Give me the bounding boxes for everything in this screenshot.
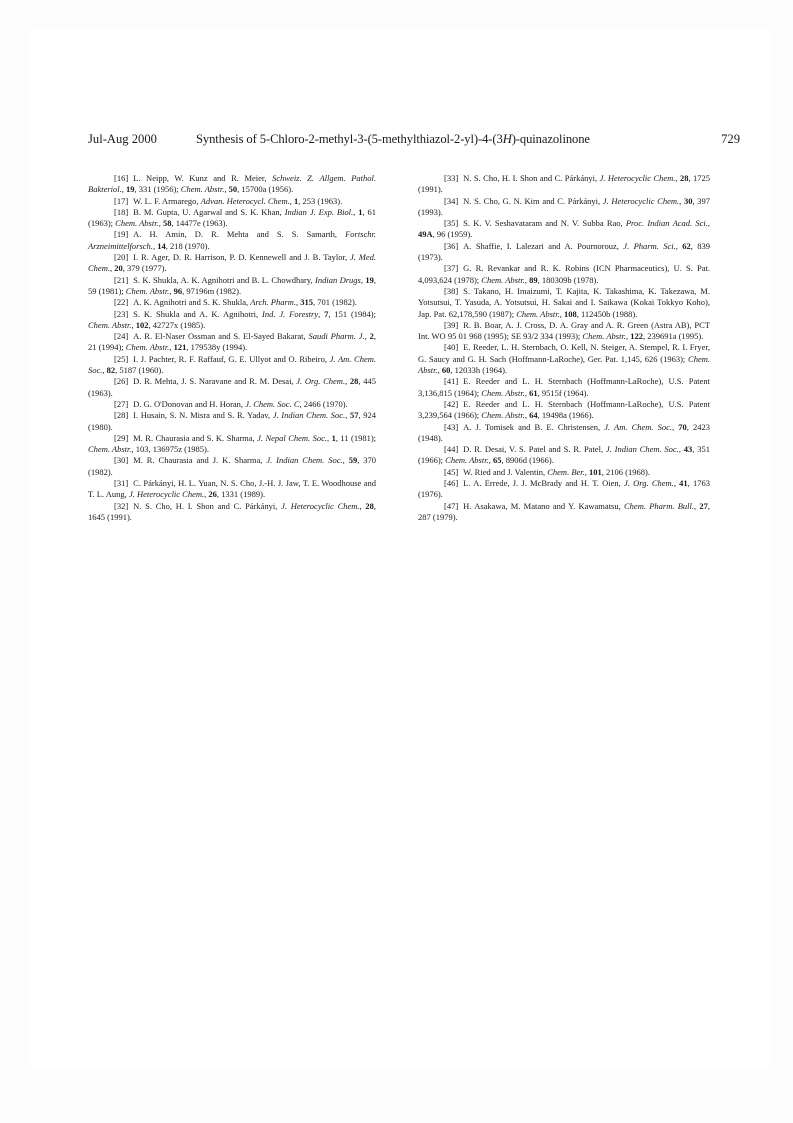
- references-column-left: [88, 173, 376, 523]
- reference-item: [88, 433, 376, 456]
- reference-item: [418, 467, 710, 478]
- reference-text: N. S. Cho, H. I. Shon and C. Párkányi, J. Heterocyclic Chem., 28, 1645 (1991).: [88, 500, 376, 522]
- reference-text: E. Reeder and L. H. Sternbach (Hoffmann-LaRoche), U.S. Patent 3,136,815 (1964); Chem. Abstr., 61, 9515f (1964).: [418, 376, 710, 398]
- reference-text: H. Asakawa, M. Matano and Y. Kawamatsu, Chem. Pharm. Bull., 27, 287 (1979).: [418, 500, 710, 522]
- reference-item: [88, 297, 376, 308]
- reference-text: A. H. Amin, D. R. Mehta and S. S. Samarth, Fortschr. Arzneimittelforsch., 14, 218 (1970).: [88, 229, 376, 251]
- reference-number: [38]: [444, 285, 459, 296]
- reference-item: [418, 173, 710, 196]
- reference-number: [46]: [444, 478, 459, 489]
- reference-text: M. R. Chaurasia and J. K. Sharma, J. Indian Chem. Soc., 59, 370 (1982).: [88, 455, 377, 477]
- reference-item: [88, 376, 376, 399]
- reference-number: [42]: [444, 398, 459, 409]
- reference-number: [18]: [114, 206, 129, 217]
- reference-number: [19]: [114, 229, 129, 240]
- reference-number: [26]: [114, 376, 129, 387]
- reference-number: [21]: [114, 274, 129, 285]
- reference-number: [23]: [114, 308, 129, 319]
- reference-text: A. R. El-Naser Ossman and S. El-Sayed Bakarat, Saudi Pharm. J., 2, 21 (1994); Chem. Abstr., 121, 179538y (1994).: [88, 331, 377, 353]
- reference-number: [33]: [444, 173, 459, 183]
- reference-item: [418, 286, 710, 320]
- reference-number: [22]: [114, 297, 129, 308]
- reference-text: R. B. Boar, A. J. Cross, D. A. Gray and A. R. Green (Astra AB), PCT Int. WO 95 01 968 (1995); SE 93/2 334 (1993); Chem. Abstr., 122, 239691a (1995).: [418, 319, 710, 342]
- reference-number: [43]: [444, 421, 459, 432]
- reference-text: M. R. Chaurasia and S. K. Sharma, J. Nepal Chem. Soc., 1, 11 (1981); Chem. Abstr., 103, 136975z (1985).: [88, 432, 377, 455]
- reference-text: I. R. Ager, D. R. Harrison, P. D. Kennewell and J. B. Taylor, J. Med. Chem., 20, 379 (1977).: [88, 252, 376, 274]
- reference-text: E. Reeder and L. H. Sternbach (Hoffmann-LaRoche), U.S. Patent 3,239,564 (1966); Chem. Abstr., 64, 19498a (1966).: [418, 398, 710, 421]
- reference-number: [37]: [444, 263, 459, 274]
- reference-text: D. R. Mehta, J. S. Naravane and R. M. Desai, J. Org. Chem., 28, 445 (1963).: [88, 376, 377, 398]
- reference-text: L. Neipp, W. Kunz and R. Meier, Schweiz. Z. Allgem. Pathol. Bakteriol., 19, 331 (1956); Chem. Abstr., 50, 15700a (1956).: [88, 173, 376, 195]
- reference-text: G. R. Revankar and R. K. Robins (ICN Pharmaceutics), U. S. Pat. 4,093,624 (1978); Chem. Abstr., 89, 180309b (1978).: [418, 263, 710, 285]
- reference-number: [36]: [444, 240, 459, 251]
- reference-text: D. R. Desai, V. S. Patel and S. R. Patel, J. Indian Chem. Soc., 43, 351 (1966); Chem. Abstr., 65, 8906d (1966).: [418, 444, 710, 466]
- reference-item: [88, 399, 376, 410]
- reference-item: [418, 218, 710, 241]
- reference-item: [88, 229, 376, 252]
- reference-number: [41]: [444, 376, 459, 387]
- reference-text: I. J. Pachter, R. F. Raffauf, G. E. Ullyot and O. Ribeiro, J. Am. Chem. Soc., 82, 5187 (1960).: [88, 353, 377, 376]
- reference-item: [88, 354, 376, 377]
- reference-item: [88, 331, 376, 354]
- reference-text: S. K. V. Seshavataram and N. V. Subba Rao, Proc. Indian Acad. Sci., 49A, 96 (1959).: [418, 218, 710, 240]
- page-number: 729: [721, 132, 740, 146]
- reference-number: [40]: [444, 342, 459, 353]
- journal-issue: Jul-Aug 2000: [88, 132, 157, 146]
- reference-item: [88, 410, 376, 433]
- reference-item: [418, 196, 710, 219]
- reference-number: [20]: [114, 252, 129, 263]
- reference-item: [88, 196, 376, 207]
- reference-item: [418, 263, 710, 286]
- reference-number: [24]: [114, 331, 129, 342]
- reference-text: S. K. Shukla, A. K. Agnihotri and B. L. Chowdhary, Indian Drugs, 19, 59 (1981); Chem. Abstr., 96, 97196m (1982).: [88, 274, 376, 296]
- reference-text: I. Husain, S. N. Misra and S. R. Yadav, J. Indian Chem. Soc., 57, 924 (1980).: [88, 410, 377, 432]
- reference-text: E. Reeder, L. H. Sternbach, O. Kell, N. Steiger, A. Stempel, R. I. Fryer, G. Saucy and G. H. Sach (Hoffmann-LaRoche), Ger. Pat. 1,145, 626 (1963); Chem. Abstr., 60, 12033h (1964).: [418, 342, 710, 376]
- reference-item: [88, 207, 376, 230]
- reference-number: [17]: [114, 195, 129, 206]
- reference-number: [45]: [444, 466, 459, 477]
- reference-item: [418, 241, 710, 264]
- reference-number: [44]: [444, 444, 459, 455]
- reference-text: D. G. O'Donovan and H. Horan, J. Chem. Soc. C, 2466 (1970).: [133, 398, 348, 409]
- reference-item: [418, 342, 710, 376]
- reference-item: [418, 501, 710, 524]
- reference-item: [418, 478, 710, 501]
- reference-number: [27]: [114, 398, 129, 409]
- reference-item: [418, 376, 710, 399]
- reference-text: S. Takano, H. Imaizumi, T. Kajita, K. Takashima, K. Takezawa, M. Yotsutsui, T. Yasuda, A. Yotsutsui, H. Sakai and I. Saikawa (Kokai Tokkyo Koho), Jap. Pat. 62,178,590 (1987); Chem. Abstr., 108, 112450b (1988).: [418, 285, 710, 319]
- reference-item: [88, 275, 376, 298]
- reference-text: C. Párkányi, H. L. Yuan, N. S. Cho, J.-H. J. Jaw, T. E. Woodhouse and T. L. Aung, J. Heterocyclic Chem., 26, 1331 (1989).: [88, 478, 376, 500]
- reference-number: [35]: [444, 218, 459, 229]
- reference-text: S. K. Shukla and A. K. Agnihotri, Ind. J. Forestry, 7, 151 (1984); Chem. Abstr., 102, 42727x (1985).: [88, 308, 376, 330]
- reference-item: [418, 399, 710, 422]
- reference-number: [47]: [444, 500, 459, 511]
- reference-item: [88, 252, 376, 275]
- reference-text: N. S. Cho, G. N. Kim and C. Párkányi, J. Heterocyclic Chem., 30, 397 (1993).: [418, 195, 710, 217]
- reference-item: [418, 320, 710, 343]
- reference-item: [88, 478, 376, 501]
- reference-text: N. S. Cho, H. I. Shon and C. Párkányi, J. Heterocyclic Chem., 28, 1725 (1991).: [418, 173, 711, 195]
- references-column-right: [418, 173, 710, 523]
- reference-number: [29]: [114, 432, 129, 443]
- reference-text: A. K. Agnihotri and S. K. Shukla, Arch. Pharm., 315, 701 (1982).: [133, 297, 357, 308]
- reference-number: [34]: [444, 195, 459, 206]
- reference-text: W. L. F. Armarego, Advan. Heterocycl. Chem., 1, 253 (1963).: [133, 195, 343, 206]
- reference-item: [88, 309, 376, 332]
- reference-number: [39]: [444, 319, 459, 330]
- reference-item: [88, 501, 376, 524]
- reference-number: [28]: [114, 410, 129, 421]
- reference-number: [30]: [114, 455, 129, 466]
- reference-item: [418, 444, 710, 467]
- reference-text: W. Ried and J. Valentin, Chem. Ber., 101, 2106 (1968).: [463, 466, 650, 477]
- reference-number: [31]: [114, 478, 129, 489]
- reference-item: [88, 455, 376, 478]
- reference-item: [418, 422, 710, 445]
- reference-item: [88, 173, 376, 196]
- reference-text: A. J. Tomisek and B. E. Christensen, J. Am. Chem. Soc., 70, 2423 (1948).: [418, 421, 711, 443]
- reference-text: L. A. Errede, J. J. McBrady and H. T. Oien, J. Org. Chem., 41, 1763 (1976).: [418, 478, 711, 500]
- running-header: [88, 132, 740, 152]
- reference-text: B. M. Gupta, U. Agarwal and S. K. Khan, Indian J. Exp. Biol., 1, 61 (1963); Chem. Abstr., 58, 14477e (1963).: [88, 206, 377, 229]
- reference-number: [32]: [114, 500, 129, 511]
- reference-text: A. Shaffie, I. Lalezari and A. Pournorouz, J. Pharm. Sci., 62, 839 (1973).: [418, 240, 711, 263]
- reference-number: [25]: [114, 353, 129, 364]
- article-title: Synthesis of 5-Chloro-2-methyl-3-(5-methylthiazol-2-yl)-4-(3H)-quinazolinone: [196, 132, 590, 146]
- reference-number: [16]: [114, 173, 129, 183]
